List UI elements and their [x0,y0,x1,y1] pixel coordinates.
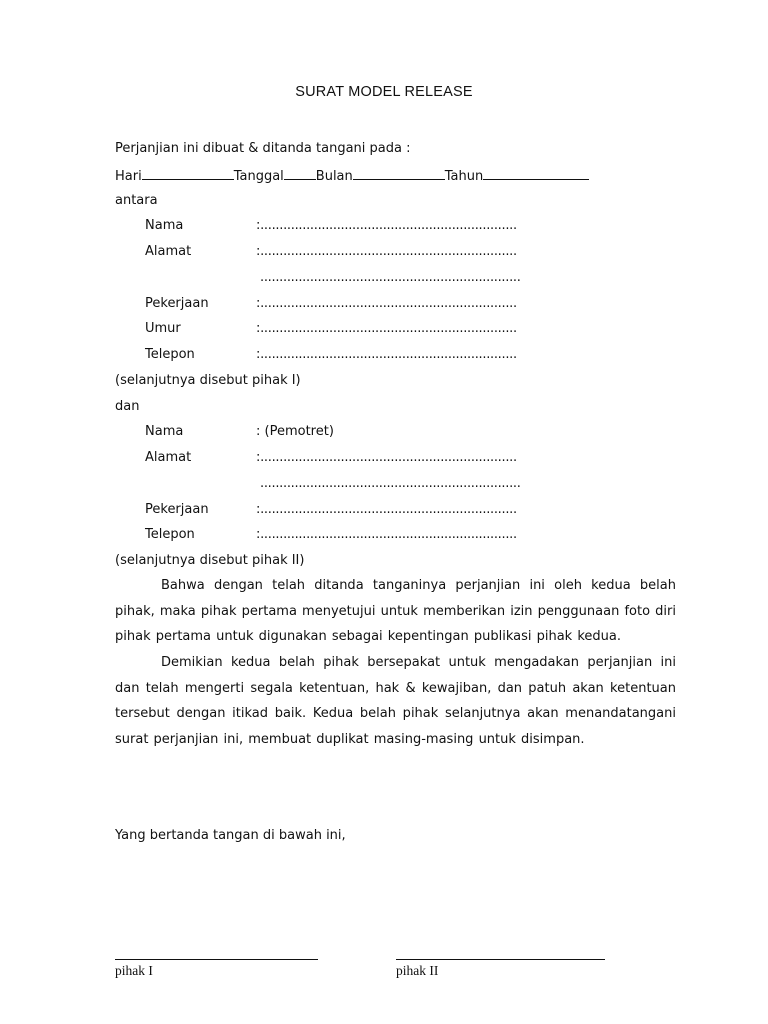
party1-telepon-label: Telepon [145,347,195,362]
party1-nama-value: :................................................................... [256,218,517,233]
signature-line-pihak-1 [115,959,318,960]
bulan-blank [353,167,445,180]
tanggal-blank [284,167,316,180]
antara-text: antara [115,193,158,208]
signature-label-pihak-1: pihak I [115,963,153,978]
party2-telepon-value: :................................................................... [256,527,517,542]
party2-designation: (selanjutnya disebut pihak II) [115,553,305,568]
document-title: SURAT MODEL RELEASE [295,84,473,100]
paragraph-agreement: Demikian kedua belah pihak bersepakat untuk mengadakan perjanjian ini dan telah mengerti segala ketentuan, hak & kewajiban, dan patuh akan ketentuan tersebut dengan itikad baik. Kedua belah pihak selanjutnya akan menandatangani surat perjanjian ini, membuat duplikat masing-masing untuk disimpan. [115,655,676,748]
paragraph-consent: Bahwa dengan telah ditanda tanganinya perjanjian ini oleh kedua belah pihak, maka pihak pertama menyetujui untuk memberikan izin penggunaan foto diri pihak pertama untuk digunakan sebagai kepentingan publikasi pihak kedua. [115,578,676,645]
hari-blank [142,167,234,180]
party1-alamat-value: :................................................................... [256,244,517,259]
party1-alamat-cont-value: .................................................................... [260,270,521,285]
party2-alamat-value: :................................................................... [256,450,517,465]
party1-nama-label: Nama [145,218,184,233]
hari-label: Hari [115,169,142,184]
party1-telepon-value: :................................................................... [256,347,517,362]
party2-alamat-cont-value: .................................................................... [260,476,521,491]
signature-line-pihak-2 [396,959,605,960]
party2-alamat-label: Alamat [145,450,192,465]
party1-umur-value: :................................................................... [256,321,517,336]
tahun-blank [483,167,589,180]
party2-pekerjaan-value: :................................................................... [256,502,517,517]
party2-nama-value: : (Pemotret) [256,424,334,439]
intro-text: Perjanjian ini dibuat & ditanda tangani pada : [115,141,411,156]
party2-telepon-label: Telepon [145,527,195,542]
party1-umur-label: Umur [145,321,181,336]
party2-nama-label: Nama [145,424,184,439]
signature-label-pihak-2: pihak II [396,963,439,978]
date-line [115,167,589,185]
tahun-label: Tahun [444,169,484,184]
bulan-label: Bulan [315,169,353,184]
party2-pekerjaan-label: Pekerjaan [145,502,209,517]
party1-designation: (selanjutnya disebut pihak I) [115,373,301,388]
closing-text: Yang bertanda tangan di bawah ini, [115,828,346,843]
party1-alamat-label: Alamat [145,244,192,259]
dan-text: dan [115,399,140,414]
tanggal-label: Tanggal [233,169,284,184]
party1-pekerjaan-value: :................................................................... [256,296,517,311]
party1-pekerjaan-label: Pekerjaan [145,296,209,311]
